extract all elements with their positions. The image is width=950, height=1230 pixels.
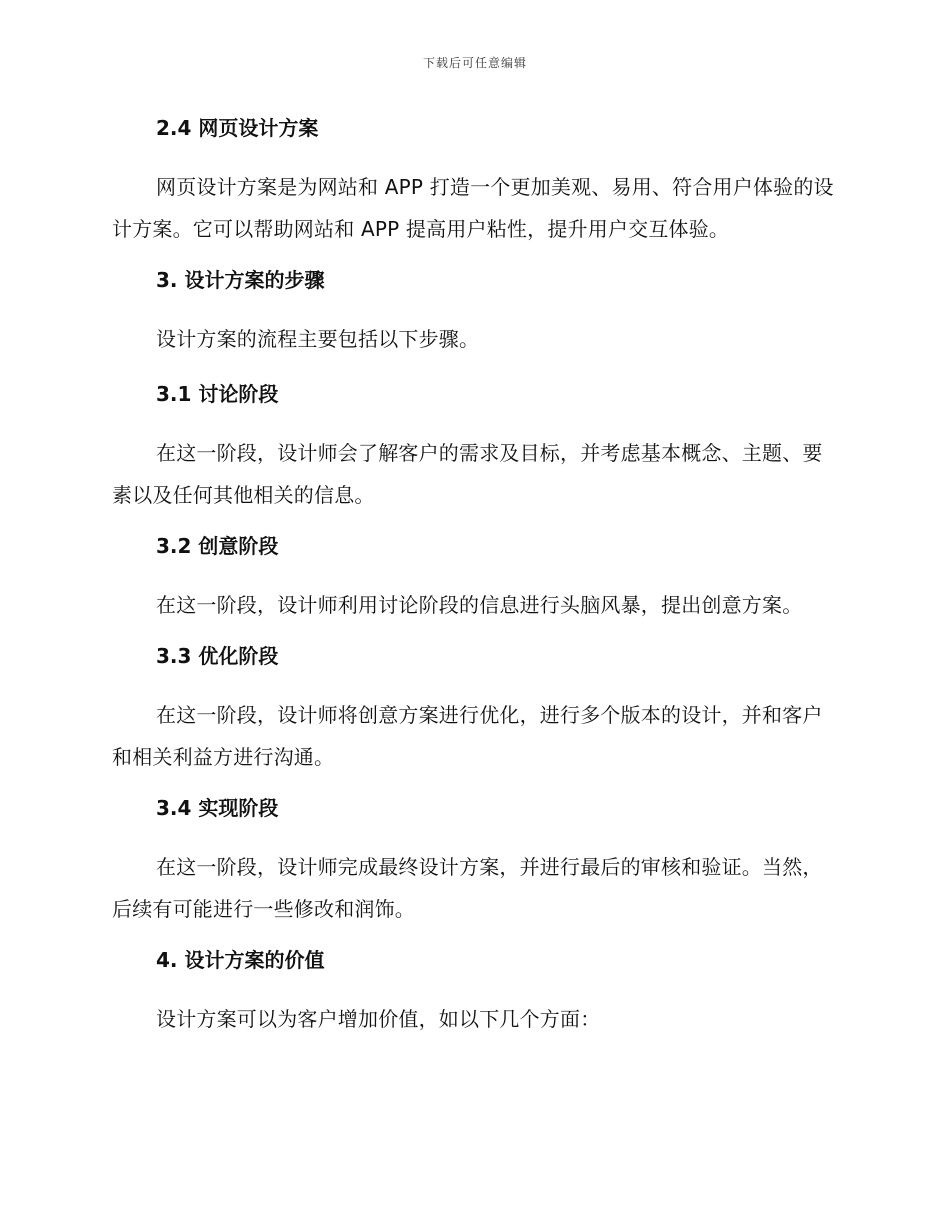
section-heading-3-4: 3.4 实现阶段 bbox=[156, 796, 279, 820]
paragraph-value-intro: 设计方案可以为客户增加价值，如以下几个方面： bbox=[156, 1007, 601, 1031]
section-heading-3-1: 3.1 讨论阶段 bbox=[156, 382, 279, 406]
paragraph-web-design: 网页设计方案是为网站和 APP 打造一个更加美观、易用、符合用户体验的设计方案。它可以帮助网站和 APP 提高用户粘性，提升用户交互体验。 bbox=[112, 175, 834, 241]
section-heading-3-3: 3.3 优化阶段 bbox=[156, 644, 279, 668]
paragraph-implementation: 在这一阶段，设计师完成最终设计方案，并进行最后的审核和验证。当然，后续有可能进行一些修改和润饰。 bbox=[112, 855, 823, 921]
header-note: 下载后可任意编辑 bbox=[422, 56, 527, 70]
section-heading-4: 4. 设计方案的价值 bbox=[156, 948, 325, 972]
paragraph-optimization: 在这一阶段，设计师将创意方案进行优化，进行多个版本的设计，并和客户和相关利益方进行沟通。 bbox=[112, 703, 823, 769]
section-heading-3: 3. 设计方案的步骤 bbox=[156, 268, 325, 292]
section-heading-3-2: 3.2 创意阶段 bbox=[156, 534, 279, 558]
document-body bbox=[112, 112, 840, 1058]
section-heading-2-4: 2.4 网页设计方案 bbox=[156, 116, 319, 140]
paragraph-steps-intro: 设计方案的流程主要包括以下步骤。 bbox=[156, 327, 480, 351]
paragraph-creative: 在这一阶段，设计师利用讨论阶段的信息进行头脑风暴，提出创意方案。 bbox=[156, 593, 803, 617]
paragraph-discussion: 在这一阶段，设计师会了解客户的需求及目标，并考虑基本概念、主题、要素以及任何其他相关的信息。 bbox=[112, 441, 823, 507]
